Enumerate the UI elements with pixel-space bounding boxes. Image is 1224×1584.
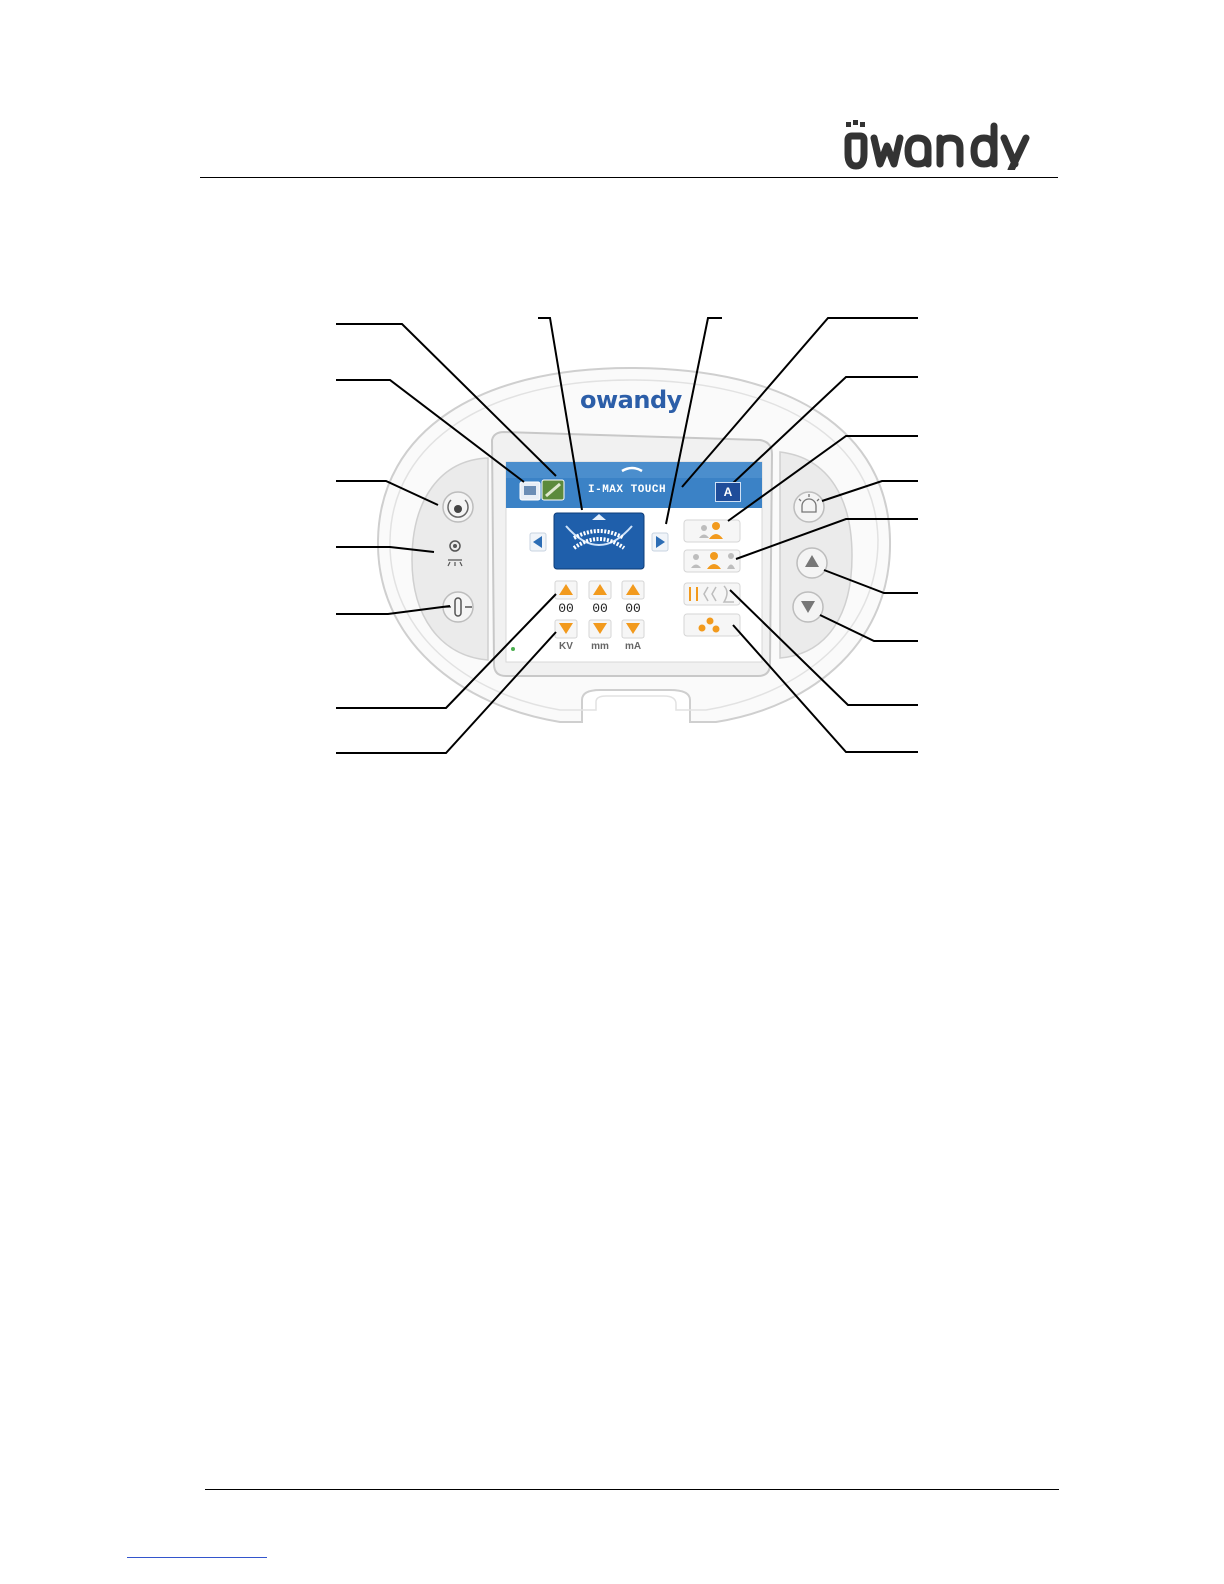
kv-unit: KV (559, 641, 573, 652)
patient-size-button[interactable] (684, 550, 740, 572)
ma-up-button[interactable] (622, 581, 644, 599)
mm-unit: mm (591, 641, 609, 652)
centering-button[interactable] (443, 592, 473, 622)
rotation-reset-button[interactable] (443, 492, 473, 522)
patient-type-button[interactable] (684, 520, 740, 542)
mm-value: 00 (592, 601, 608, 616)
ma-value: 00 (625, 601, 641, 616)
column-down-button[interactable] (793, 592, 823, 622)
mode-badge[interactable]: A (715, 482, 741, 502)
mm-down-button[interactable] (589, 620, 611, 638)
prev-program-button[interactable] (530, 533, 546, 551)
kv-value: 00 (558, 601, 574, 616)
kv-down-button[interactable] (555, 620, 577, 638)
program-display[interactable] (554, 513, 644, 569)
panel-brand: owandy (580, 386, 682, 414)
footer-rule (205, 1489, 1059, 1490)
laser-light-button[interactable] (794, 492, 824, 522)
footer-link-underline[interactable] (127, 1557, 267, 1558)
screen-title: I-MAX TOUCH (588, 484, 667, 496)
positioning-light-button[interactable] (443, 536, 469, 568)
arch-shape-button[interactable] (684, 583, 740, 605)
header-rule (200, 177, 1058, 178)
image-receptor-indicator (520, 482, 540, 500)
next-program-button[interactable] (652, 533, 668, 551)
mm-up-button[interactable] (589, 581, 611, 599)
column-up-button[interactable] (797, 548, 827, 578)
ma-unit: mA (624, 641, 642, 652)
cassette-indicator (542, 480, 564, 500)
owandy-logo (840, 118, 1052, 170)
exposure-button[interactable] (684, 614, 740, 636)
kv-up-button[interactable] (555, 581, 577, 599)
ma-down-button[interactable] (622, 620, 644, 638)
